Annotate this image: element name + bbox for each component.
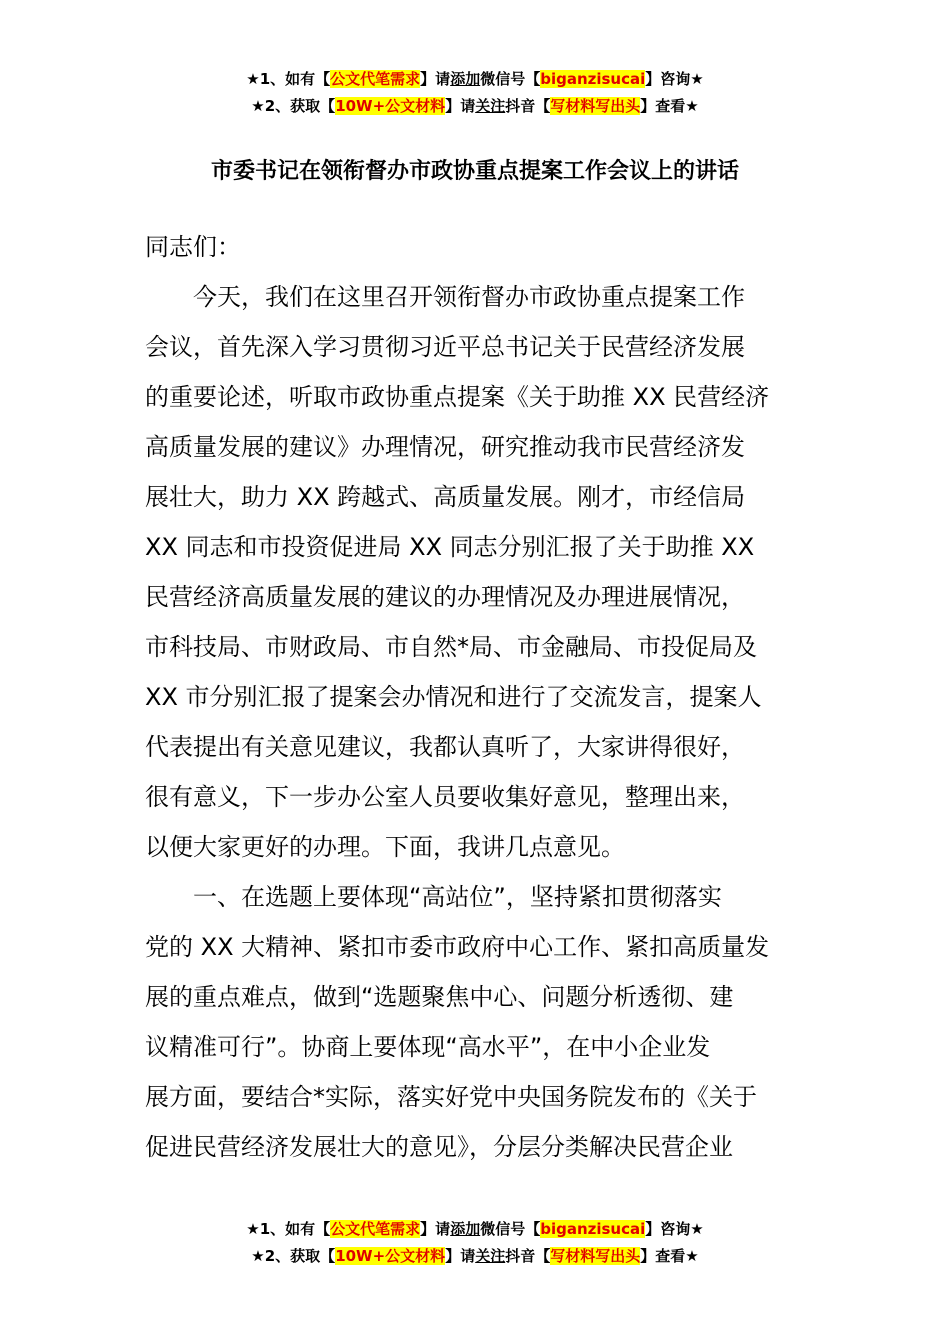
header-banner	[0, 66, 950, 120]
body-line: 高质量发展的建议》办理情况，研究推动我市民营经济发	[145, 433, 745, 461]
highlight-materials: 10W+公文材料	[335, 1247, 446, 1265]
highlight-service: 公文代笔需求	[330, 1220, 421, 1238]
footer-banner	[0, 1216, 950, 1270]
body-line: XX 同志和市投资促进局 XX 同志分别汇报了关于助推 XX	[145, 533, 755, 561]
banner-line-1: ★1、如有【公文代笔需求】请添加微信号【biganzisucai】咨询★	[246, 1220, 704, 1238]
body-line: 展壮大，助力 XX 跨越式、高质量发展。刚才，市经信局	[145, 483, 746, 511]
banner-line-2: ★2、获取【10W+公文材料】请关注抖音【写材料写出头】查看★	[251, 1247, 699, 1265]
body-line: 很有意义，下一步办公室人员要收集好意见，整理出来，	[145, 783, 745, 811]
document-body	[145, 222, 815, 1172]
highlight-douyin: 写材料写出头	[550, 97, 641, 115]
body-line: 会议，首先深入学习贯彻习近平总书记关于民营经济发展	[145, 333, 745, 361]
body-line: 促进民营经济发展壮大的意见》，分层分类解决民营企业	[145, 1133, 733, 1161]
body-line: 的重要论述，听取市政协重点提案《关于助推 XX 民营经济	[145, 383, 770, 411]
body-line: 以便大家更好的办理。下面，我讲几点意见。	[145, 833, 625, 861]
salutation: 同志们：	[145, 233, 241, 261]
body-line: 今天，我们在这里召开领衔督办市政协重点提案工作	[193, 283, 745, 311]
document-title: 市委书记在领衔督办市政协重点提案工作会议上的讲话	[210, 159, 739, 184]
body-line: 民营经济高质量发展的建议的办理情况及办理进展情况，	[145, 583, 745, 611]
highlight-wechat-id: biganzisucai	[540, 1220, 646, 1238]
body-line: 一、在选题上要体现“高站位”，坚持紧扣贯彻落实	[193, 883, 722, 911]
body-line: 议精准可行”。协商上要体现“高水平”，在中小企业发	[145, 1033, 711, 1061]
body-line: 市科技局、市财政局、市自然*局、市金融局、市投促局及	[145, 633, 757, 661]
highlight-douyin: 写材料写出头	[550, 1247, 641, 1265]
banner-line-1: ★1、如有【公文代笔需求】请添加微信号【biganzisucai】咨询★	[246, 70, 704, 88]
body-line: 党的 XX 大精神、紧扣市委市政府中心工作、紧扣高质量发	[145, 933, 770, 961]
highlight-materials: 10W+公文材料	[335, 97, 446, 115]
body-line: 展的重点难点，做到“选题聚焦中心、问题分析透彻、建	[145, 983, 734, 1011]
highlight-service: 公文代笔需求	[330, 70, 421, 88]
body-line: 展方面，要结合*实际，落实好党中央国务院发布的《关于	[145, 1083, 757, 1111]
banner-line-2: ★2、获取【10W+公文材料】请关注抖音【写材料写出头】查看★	[251, 97, 699, 115]
body-line: 代表提出有关意见建议，我都认真听了，大家讲得很好，	[145, 733, 745, 761]
body-line: XX 市分别汇报了提案会办情况和进行了交流发言，提案人	[145, 683, 762, 711]
highlight-wechat-id: biganzisucai	[540, 70, 646, 88]
